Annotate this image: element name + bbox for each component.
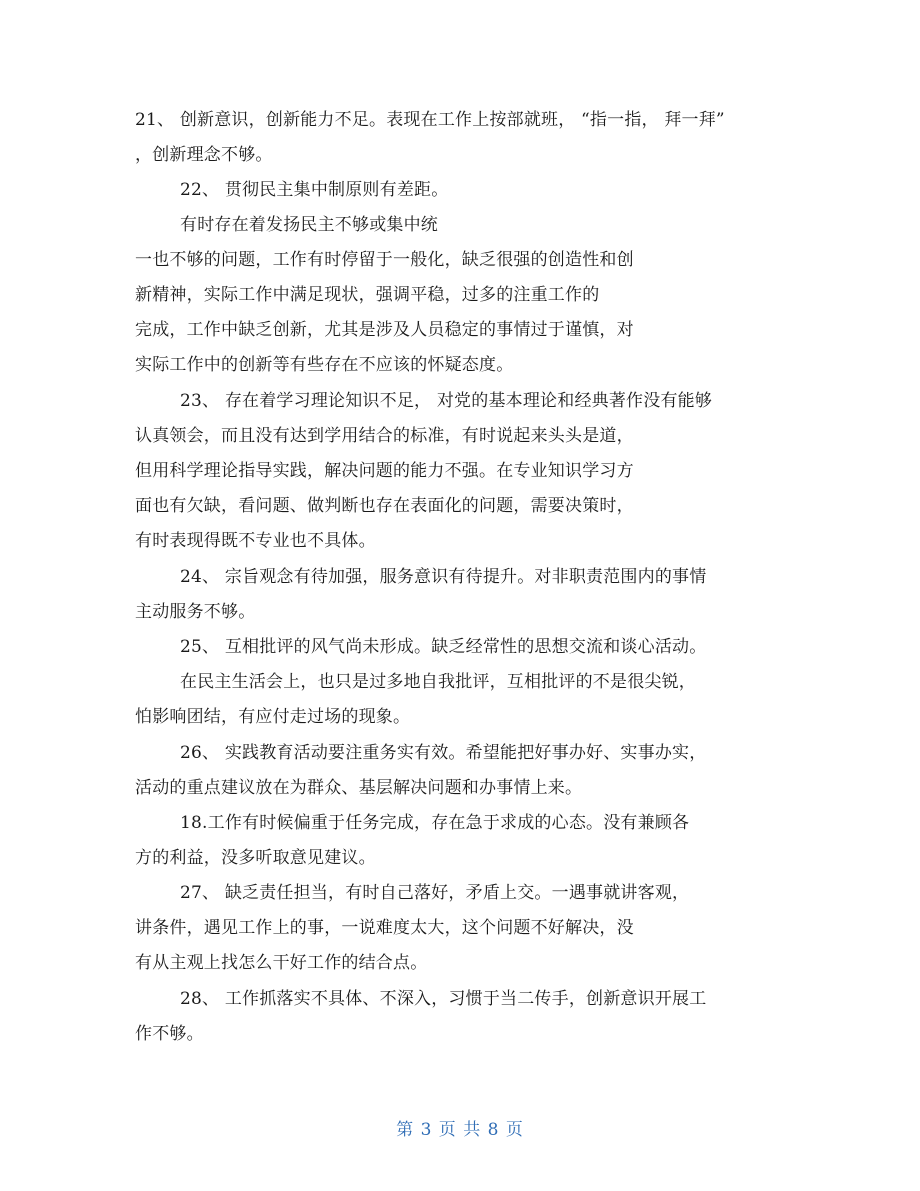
- paragraph-line: 但用科学理论指导实践，解决问题的能力不强。在专业知识学习方: [135, 461, 634, 481]
- paragraph-line: 28、 工作抓落实不具体、不深入，习惯于当二传手，创新意识开展工: [180, 989, 707, 1009]
- paragraph-line: 作不够。: [135, 1024, 204, 1044]
- paragraph-line: 有时存在着发扬民主不够或集中统: [180, 215, 438, 235]
- paragraph-line: 24、 宗旨观念有待加强，服务意识有待提升。对非职责范围内的事情: [180, 567, 707, 587]
- paragraph-line: 18.工作有时候偏重于任务完成，存在急于求成的心态。没有兼顾各: [180, 813, 690, 833]
- paragraph-line: 新精神，实际工作中满足现状，强调平稳，过多的注重工作的: [135, 285, 600, 305]
- paragraph-line: 26、 实践教育活动要注重务实有效。希望能把好事办好、实事办实，: [180, 743, 707, 763]
- paragraph-line: 有从主观上找怎么干好工作的结合点。: [135, 953, 428, 973]
- paragraph-line: 实际工作中的创新等有些存在不应该的怀疑态度。: [135, 355, 514, 375]
- paragraph-line: 25、 互相批评的风气尚未形成。缺乏经常性的思想交流和谈心活动。: [180, 637, 707, 657]
- paragraph-line: 21、 创新意识，创新能力不足。表现在工作上按部就班， “指一指， 拜一拜”: [135, 110, 725, 130]
- paragraph-line: 活动的重点建议放在为群众、基层解决问题和办事情上来。: [135, 778, 583, 798]
- paragraph-line: 一也不够的问题，工作有时停留于一般化，缺乏很强的创造性和创: [135, 250, 634, 270]
- page-number-footer: 第 3 页 共 8 页: [396, 1120, 524, 1140]
- paragraph-line: 22、 贯彻民主集中制原则有差距。: [180, 180, 449, 200]
- paragraph-line: 在民主生活会上，也只是过多地自我批评，互相批评的不是很尖锐，: [180, 672, 696, 692]
- paragraph-line: 主动服务不够。: [135, 602, 256, 622]
- paragraph-line: 23、 存在着学习理论知识不足， 对党的基本理论和经典著作没有能够: [180, 391, 713, 411]
- paragraph-line: 27、 缺乏责任担当，有时自己落好，矛盾上交。一遇事就讲客观，: [180, 883, 690, 903]
- paragraph-line: 面也有欠缺，看问题、做判断也存在表面化的问题，需要决策时，: [135, 496, 634, 516]
- paragraph-line: 怕影响团结，有应付走过场的现象。: [135, 707, 411, 727]
- paragraph-line: ，创新理念不够。: [135, 145, 273, 165]
- paragraph-line: 方的利益，没多听取意见建议。: [135, 848, 376, 868]
- paragraph-line: 有时表现得既不专业也不具体。: [135, 531, 376, 551]
- paragraph-line: 认真领会，而且没有达到学用结合的标准，有时说起来头头是道，: [135, 426, 634, 446]
- paragraph-line: 完成，工作中缺乏创新，尤其是涉及人员稳定的事情过于谨慎，对: [135, 320, 634, 340]
- paragraph-line: 讲条件，遇见工作上的事，一说难度太大，这个问题不好解决，没: [135, 918, 634, 938]
